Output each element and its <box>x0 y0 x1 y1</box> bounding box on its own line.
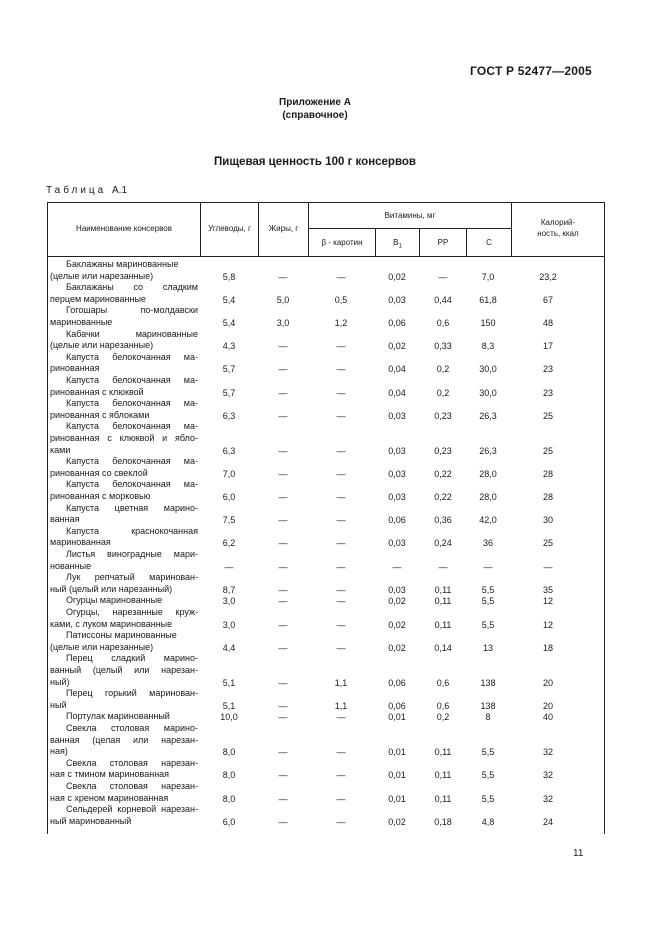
cell-c: 13 <box>482 642 493 653</box>
cell-c: 5,5 <box>481 793 495 804</box>
cell-fats: — <box>278 596 288 607</box>
product-name-line: (целые или нарезанные) <box>50 340 154 351</box>
cell-b1: 0,02 <box>388 619 406 630</box>
cell-c: 138 <box>480 700 496 711</box>
product-name <box>50 758 198 781</box>
cell-carbs: 5,1 <box>222 677 236 688</box>
cell-beta-carotene: — <box>336 596 346 607</box>
product-name-line: ринованная со свеклой <box>50 467 148 478</box>
cell-beta-carotene: — <box>336 793 346 804</box>
cell-carbs: 6,3 <box>222 445 236 456</box>
cell-c: 8,3 <box>481 341 495 352</box>
cell-carbs: 6,2 <box>222 538 236 549</box>
table-left-border <box>47 202 48 834</box>
product-name-line: ками, с луком маринованные <box>50 618 173 629</box>
product-name-line: (целые или нарезанные) <box>50 641 154 652</box>
product-name-line: Баклажаны маринованные <box>66 259 179 269</box>
product-name-line: ный (целый или нарезанный) <box>50 583 173 594</box>
cell-c: 7,0 <box>481 271 495 282</box>
cell-fats: 3,0 <box>276 318 290 328</box>
cell-fats: — <box>278 642 288 653</box>
cell-pp: 0,11 <box>434 770 452 781</box>
product-name-line: ная с хреном маринованная <box>50 792 169 803</box>
cell-fats: — <box>278 619 288 630</box>
cell-b1: 0,01 <box>388 770 406 781</box>
cell-c: 26,3 <box>479 410 497 421</box>
cell-b1: 0,06 <box>388 677 406 688</box>
cell-carbs: 5,7 <box>222 387 236 398</box>
product-name-line: Капуста краснокочанная <box>66 525 198 536</box>
cell-fats: — <box>278 700 288 711</box>
cell-pp: 0,24 <box>434 538 452 549</box>
cell-carbs: 8,0 <box>222 770 236 781</box>
cell-calories: — <box>543 561 553 572</box>
table-label-prefix: Таблица <box>46 185 107 196</box>
cell-fats: — <box>278 677 288 688</box>
cell-beta-carotene: 0,5 <box>334 294 348 305</box>
cell-b1: 0,06 <box>388 700 406 711</box>
cell-beta-carotene: — <box>336 341 346 352</box>
table-label <box>46 185 127 196</box>
product-name <box>50 653 198 688</box>
cell-pp: 0,6 <box>436 700 450 711</box>
product-name-line: ная с тмином маринованная <box>50 769 170 780</box>
cell-b1: 0,02 <box>388 642 406 653</box>
cell-c: 36 <box>482 538 493 549</box>
product-name-line: ный маринованный <box>50 815 132 826</box>
product-name-line: Портулак маринованный <box>66 711 170 722</box>
cell-carbs: 4,4 <box>222 642 236 653</box>
header-fats: Жиры, г <box>268 224 299 233</box>
cell-beta-carotene: — <box>336 515 346 526</box>
cell-calories: 67 <box>542 294 553 305</box>
cell-calories: 18 <box>542 642 553 653</box>
product-name-line: перцем маринованные <box>50 293 146 304</box>
product-name <box>50 630 198 653</box>
cell-fats: — <box>278 445 288 456</box>
cell-fats: — <box>278 271 288 282</box>
document-title: Пищевая ценность 100 г консервов <box>214 156 416 168</box>
cell-calories: 20 <box>542 700 553 711</box>
product-name-line: (целые или нарезанные) <box>50 270 154 281</box>
product-name-line: Капуста белокочанная ма- <box>66 456 198 467</box>
cell-pp: — <box>438 271 448 282</box>
product-name-line: Сельдерей корневой нарезан- <box>66 804 198 815</box>
cell-fats: — <box>278 515 288 526</box>
product-name <box>50 595 198 607</box>
cell-b1: 0,03 <box>388 538 406 549</box>
cell-calories: 28 <box>542 468 553 479</box>
cell-b1: 0,02 <box>388 816 406 827</box>
product-name-line: ринованная <box>50 363 100 374</box>
appendix-title: Приложение А <box>279 97 351 108</box>
cell-pp: 0,2 <box>436 387 450 398</box>
product-name <box>50 352 198 375</box>
cell-carbs: — <box>224 561 234 572</box>
product-name <box>50 711 198 723</box>
product-name <box>50 723 198 758</box>
product-name-line: ванный (целый или нарезан- <box>50 664 198 675</box>
header-b1-subscript: 1 <box>398 243 402 250</box>
cell-calories: 32 <box>542 747 553 758</box>
product-name-line: Свекла столовая нарезан- <box>66 781 198 791</box>
cell-carbs: 5,7 <box>222 364 236 375</box>
cell-fats: — <box>278 584 288 595</box>
product-name <box>50 572 198 595</box>
cell-calories: 32 <box>542 770 553 781</box>
cell-beta-carotene: — <box>336 584 346 595</box>
cell-calories: 32 <box>542 793 553 804</box>
cell-fats: — <box>278 793 288 804</box>
cell-pp: 0,6 <box>436 677 450 688</box>
product-name-line: Патиссоны маринованные <box>66 630 177 641</box>
cell-beta-carotene: — <box>336 712 346 723</box>
header-name: Наименование консервов <box>76 224 172 233</box>
appendix-subtitle: (справочное) <box>282 110 348 121</box>
cell-carbs: 3,0 <box>222 619 236 630</box>
cell-carbs: 7,0 <box>222 468 236 479</box>
cell-c: 42,0 <box>479 515 497 526</box>
product-name <box>50 804 198 827</box>
cell-calories: 20 <box>542 677 553 688</box>
product-name-line: ный <box>50 699 67 710</box>
cell-b1: 0,04 <box>388 364 406 375</box>
product-name-line: ринованная с клюквой <box>50 386 144 397</box>
cell-beta-carotene: — <box>336 445 346 456</box>
product-name-line: Гогошары по-молдавски <box>66 305 198 316</box>
cell-c: 4,8 <box>481 816 495 827</box>
cell-fats: — <box>278 410 288 421</box>
header-bottom-border <box>47 256 604 257</box>
cell-c: 30,0 <box>479 387 497 398</box>
product-name-line: Баклажаны со сладким <box>66 282 198 293</box>
product-name <box>50 282 198 305</box>
product-name <box>50 305 198 328</box>
cell-pp: 0,23 <box>434 410 452 421</box>
vitamins-subheader-line <box>308 228 511 229</box>
product-name <box>50 549 198 572</box>
cell-pp: 0,14 <box>434 642 452 653</box>
header-pp: РР <box>437 238 449 247</box>
product-name <box>50 329 198 352</box>
cell-carbs: 5,4 <box>222 318 236 328</box>
product-name <box>50 375 198 398</box>
product-name-line: ная) <box>50 746 68 757</box>
cell-b1: 0,02 <box>388 596 406 607</box>
cell-b1: 0,02 <box>388 341 406 352</box>
product-name <box>50 421 198 456</box>
product-name-line: Огурцы маринованные <box>66 595 163 606</box>
cell-beta-carotene: — <box>336 271 346 282</box>
cell-pp: 0,11 <box>434 747 452 758</box>
cell-fats: — <box>278 747 288 758</box>
product-name-line: ванная <box>50 514 80 525</box>
cell-calories: 35 <box>542 584 553 595</box>
product-name-line: маринованная <box>50 537 111 548</box>
cell-b1: 0,06 <box>388 318 406 328</box>
table-right-border <box>604 202 605 834</box>
header-b1-label: В <box>393 238 399 247</box>
cell-b1: 0,02 <box>388 271 406 282</box>
cell-carbs: 6,3 <box>222 410 236 421</box>
cell-pp: 0,2 <box>436 364 450 375</box>
header-carbs: Углеводы, г <box>208 224 251 233</box>
cell-c: 5,5 <box>481 747 495 758</box>
cell-carbs: 6,0 <box>222 492 236 502</box>
cell-b1: 0,01 <box>388 712 406 723</box>
cell-beta-carotene: — <box>336 468 346 479</box>
cell-c: 138 <box>480 677 496 688</box>
cell-fats: — <box>278 387 288 398</box>
cell-pp: 0,11 <box>434 596 452 607</box>
cell-b1: 0,04 <box>388 387 406 398</box>
header-c: С <box>486 238 492 247</box>
product-name <box>50 781 198 804</box>
cell-calories: 25 <box>542 410 553 421</box>
cell-calories: 12 <box>542 619 553 630</box>
product-name-line: Огурцы, нарезанные круж- <box>66 607 198 617</box>
cell-carbs: 10,0 <box>220 712 238 723</box>
cell-pp: 0,22 <box>434 468 452 479</box>
product-name <box>50 526 198 549</box>
cell-calories: 25 <box>542 445 553 456</box>
standard-number: ГОСТ Р 52477—2005 <box>470 64 592 78</box>
product-name-line: Капуста белокочанная ма- <box>66 398 198 409</box>
cell-fats: — <box>278 492 288 502</box>
cell-fats: — <box>278 712 288 723</box>
cell-beta-carotene: 1,2 <box>334 318 348 328</box>
cell-pp: 0,18 <box>434 816 452 827</box>
cell-beta-carotene: 1,1 <box>334 677 348 688</box>
cell-fats: — <box>278 341 288 352</box>
product-name <box>50 607 198 630</box>
product-name-line: Листья виноградные мари- <box>66 549 198 559</box>
cell-beta-carotene: — <box>336 538 346 549</box>
cell-calories: 40 <box>542 712 553 723</box>
product-name <box>50 503 198 526</box>
cell-beta-carotene: — <box>336 410 346 421</box>
product-name-line: Капуста цветная марино- <box>66 502 198 513</box>
product-name-line: нованные <box>50 560 92 571</box>
cell-pp: 0,11 <box>434 793 452 804</box>
cell-b1: 0,01 <box>388 747 406 758</box>
product-name-line: ванная (целая или нарезан- <box>50 734 198 745</box>
cell-calories: 24 <box>542 816 553 827</box>
product-name-line: Свекла столовая нарезан- <box>66 757 198 768</box>
product-name-line: Кабачки маринованные <box>66 328 198 339</box>
header-beta-carotene: β - каротин <box>321 238 363 247</box>
cell-c: 61,8 <box>479 294 497 305</box>
cell-calories: 23 <box>542 364 553 375</box>
cell-b1: 0,03 <box>388 445 406 456</box>
cell-carbs: 8,0 <box>222 793 236 804</box>
product-name <box>50 398 198 421</box>
cell-carbs: 4,3 <box>222 341 236 352</box>
cell-c: 26,3 <box>479 445 497 456</box>
cell-beta-carotene: — <box>336 642 346 653</box>
product-name <box>50 479 198 502</box>
table-label-number: А.1 <box>112 185 128 196</box>
cell-c: 30,0 <box>479 364 497 375</box>
cell-b1: 0,03 <box>388 584 406 595</box>
product-name-line: ками <box>50 444 71 455</box>
product-name-line: Перец горький маринован- <box>66 688 198 699</box>
cell-c: 5,5 <box>481 770 495 781</box>
cell-b1: 0,03 <box>388 410 406 421</box>
product-name-line: Капуста белокочанная ма- <box>66 479 198 490</box>
page-number: 11 <box>573 848 584 859</box>
cell-pp: 0,33 <box>434 341 452 352</box>
product-name-line: ный) <box>50 676 70 687</box>
cell-carbs: 3,0 <box>222 596 236 607</box>
cell-carbs: 6,0 <box>222 816 236 827</box>
cell-fats: — <box>278 816 288 827</box>
cell-beta-carotene: — <box>336 770 346 781</box>
cell-c: 5,5 <box>481 584 495 595</box>
cell-pp: 0,36 <box>434 515 452 526</box>
cell-b1: 0,03 <box>388 468 406 479</box>
cell-beta-carotene: — <box>336 492 346 502</box>
product-name-line: Капуста белокочанная ма- <box>66 375 198 385</box>
cell-calories: 23,2 <box>539 271 557 282</box>
cell-carbs: 8,0 <box>222 747 236 758</box>
cell-calories: 17 <box>542 341 553 352</box>
table-top-border <box>47 202 604 203</box>
cell-c: 8 <box>485 712 491 723</box>
cell-c: 28,0 <box>479 468 497 479</box>
product-name <box>50 259 198 282</box>
cell-calories: 25 <box>542 538 553 549</box>
cell-fats: 5,0 <box>276 294 290 305</box>
cell-c: 5,5 <box>481 619 495 630</box>
header-calories-line2: ность, ккал <box>537 229 579 238</box>
product-name-line: Капуста белокочанная ма- <box>66 421 198 432</box>
cell-calories: 48 <box>542 318 553 328</box>
cell-fats: — <box>278 770 288 781</box>
product-name-line: Лук репчатый маринован- <box>66 572 198 583</box>
cell-beta-carotene: — <box>336 816 346 827</box>
product-name <box>50 688 198 711</box>
cell-c: 5,5 <box>481 596 495 607</box>
cell-b1: 0,03 <box>388 294 406 305</box>
product-name-line: маринованные <box>50 316 113 327</box>
product-name-line: Капуста белокочанная ма- <box>66 351 198 362</box>
cell-beta-carotene: — <box>336 619 346 630</box>
cell-c: 28,0 <box>479 492 497 502</box>
cell-b1: 0,06 <box>388 515 406 526</box>
cell-pp: 0,23 <box>434 445 452 456</box>
cell-carbs: 8,7 <box>222 584 236 595</box>
cell-beta-carotene: — <box>336 387 346 398</box>
cell-calories: 12 <box>542 596 553 607</box>
cell-b1: 0,01 <box>388 793 406 804</box>
product-name-line: ринованная с яблоками <box>50 409 150 420</box>
product-name-line: ринованная с клюквой и ябло- <box>50 432 198 443</box>
cell-b1: — <box>392 561 402 572</box>
cell-calories: 28 <box>542 492 553 502</box>
cell-calories: 23 <box>542 387 553 398</box>
cell-calories: 30 <box>542 515 553 526</box>
cell-pp: 0,2 <box>436 712 450 723</box>
cell-pp: 0,22 <box>434 492 452 502</box>
product-name-line: ринованная с морковью <box>50 490 151 501</box>
cell-beta-carotene: 1,1 <box>334 700 348 711</box>
cell-pp: 0,11 <box>434 619 452 630</box>
cell-c: — <box>483 561 493 572</box>
header-b1 <box>376 237 419 253</box>
cell-beta-carotene: — <box>336 561 346 572</box>
header-calories-line1: Калорий- <box>540 218 576 227</box>
cell-pp: — <box>438 561 448 572</box>
cell-fats: — <box>278 468 288 479</box>
cell-carbs: 5,1 <box>222 700 236 711</box>
product-name-line: Перец сладкий марино- <box>66 653 198 664</box>
cell-pp: 0,11 <box>434 584 452 595</box>
cell-fats: — <box>278 364 288 375</box>
cell-fats: — <box>278 561 288 572</box>
product-name-line: Свекла столовая марино- <box>66 723 198 733</box>
header-calories <box>512 217 604 239</box>
cell-beta-carotene: — <box>336 364 346 375</box>
cell-c: 150 <box>480 318 496 328</box>
cell-pp: 0,44 <box>434 294 452 305</box>
cell-b1: 0,03 <box>388 492 406 502</box>
cell-carbs: 5,8 <box>222 271 236 282</box>
header-vitamins: Витамины, мг <box>384 211 436 220</box>
cell-carbs: 5,4 <box>222 294 236 305</box>
cell-fats: — <box>278 538 288 549</box>
product-name <box>50 456 198 479</box>
cell-pp: 0,6 <box>436 318 450 328</box>
cell-carbs: 7,5 <box>222 515 236 526</box>
cell-beta-carotene: — <box>336 747 346 758</box>
